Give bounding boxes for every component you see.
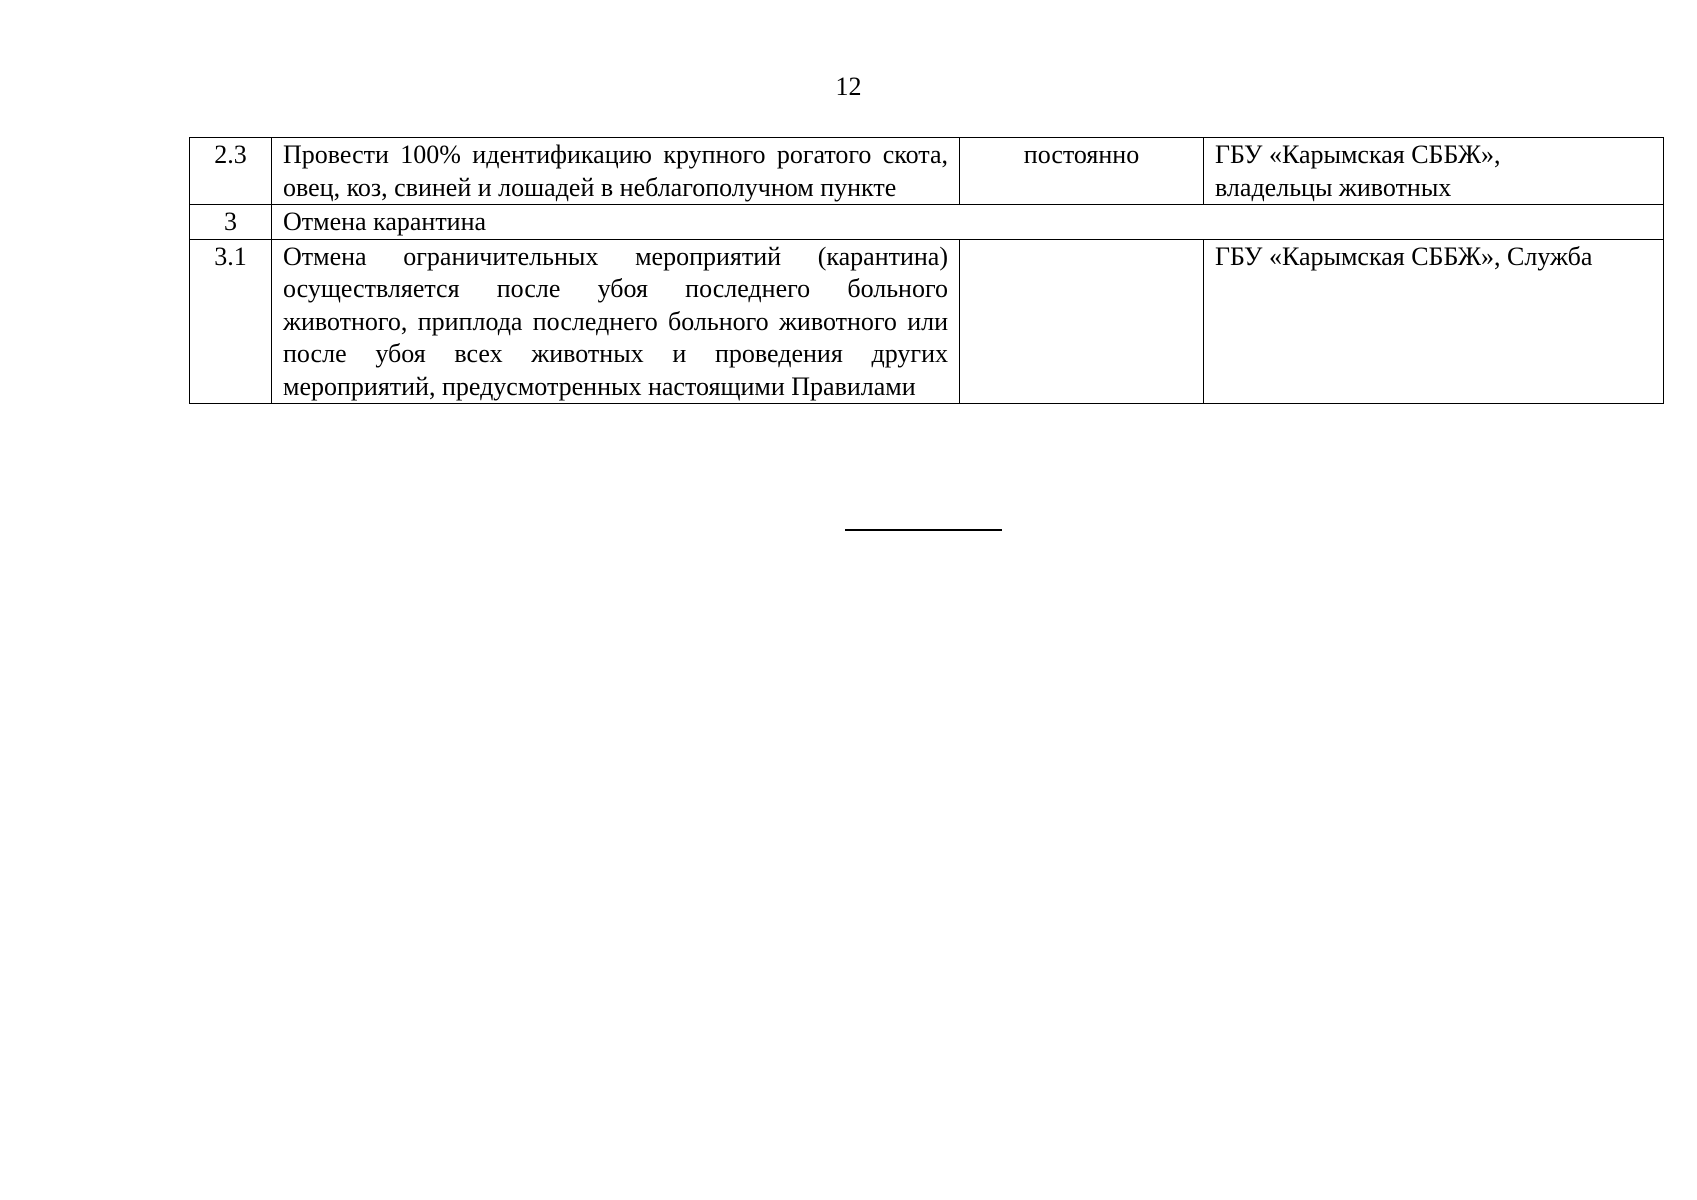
page-number: 12: [835, 72, 862, 101]
measures-table: [189, 137, 1664, 404]
responsible-line: владельцы животных: [1215, 172, 1452, 202]
section-number: 3: [190, 205, 272, 240]
item-number: 3.1: [190, 239, 272, 404]
action-text: Отмена ограничительных мероприятий (карантина) осуществляется после убоя последнего больного животного, приплода последнего больного животного или после убоя всех животных и проведения других мероприятий, предусмотренных настоящими Правилами: [272, 239, 960, 404]
section-row: [190, 205, 1664, 240]
responsible-text: [1204, 138, 1664, 205]
action-text: Провести 100% идентификацию крупного рогатого скота, овец, коз, свиней и лошадей в неблагополучном пункте: [272, 138, 960, 205]
end-divider: [845, 529, 1002, 531]
responsible-line: ГБУ «Карымская СББЖ»,: [1215, 140, 1501, 169]
table-row: [190, 138, 1664, 205]
section-title: Отмена карантина: [272, 205, 1664, 240]
table-row: [190, 239, 1664, 404]
term-text: постоянно: [960, 138, 1204, 205]
term-text: [960, 239, 1204, 404]
responsible-text: ГБУ «Карымская СББЖ», Служба: [1204, 239, 1664, 404]
item-number: 2.3: [190, 138, 272, 205]
